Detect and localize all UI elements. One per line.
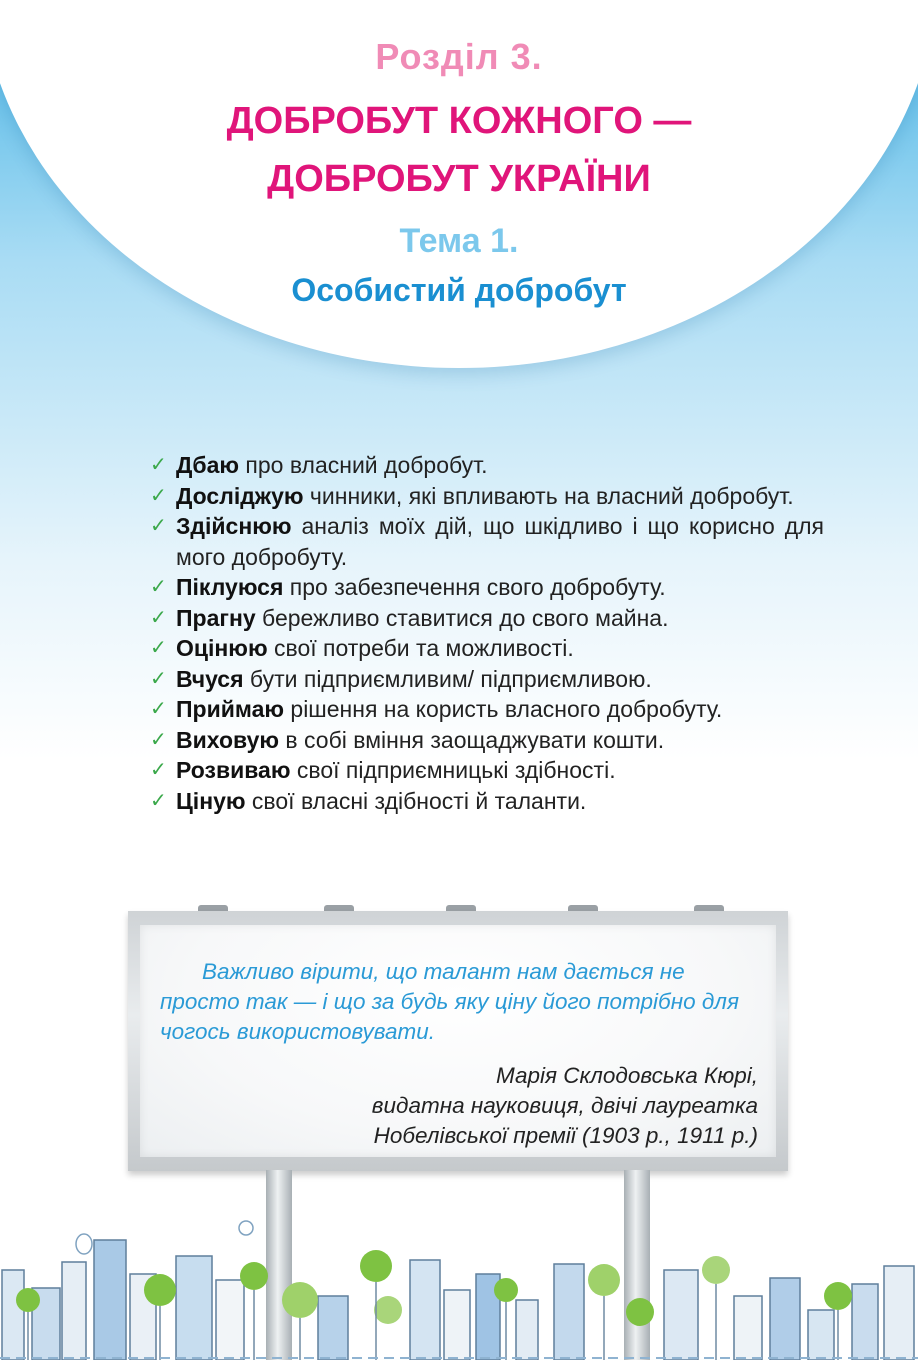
goal-text: про власний добробут. [239, 452, 488, 478]
checkmark-icon: ✓ [150, 454, 167, 476]
checkmark-icon: ✓ [150, 515, 167, 537]
goal-item [150, 725, 824, 756]
goal-verb: Здійснюю [176, 513, 292, 539]
goal-item [150, 450, 824, 481]
goal-verb: Прагну [176, 604, 256, 631]
goal-text: аналіз моїх дій, що шкідливо і що корисно для мого добробуту. [176, 513, 824, 570]
topic-label: Тема 1. [399, 222, 519, 260]
checkmark-icon: ✓ [150, 484, 167, 507]
goal-verb: Ціную [176, 787, 246, 814]
section-title-line1: ДОБРОБУТ КОЖНОГО — [226, 100, 692, 142]
goal-item [150, 572, 824, 603]
goal-item [150, 786, 824, 817]
goal-text: свої потреби та можливості. [267, 635, 574, 661]
section-title [0, 92, 918, 208]
topic-title: Особистий добробут [291, 272, 627, 308]
goal-item [150, 755, 824, 786]
checkmark-icon: ✓ [150, 576, 167, 598]
checkmark-icon: ✓ [150, 698, 167, 720]
goal-item [150, 694, 824, 725]
quote-billboard [128, 905, 788, 1170]
checkmark-icon: ✓ [150, 759, 167, 781]
goal-verb: Оцінюю [176, 635, 268, 661]
goal-verb: Піклуюся [176, 574, 284, 600]
city-skyline-illustration [0, 1200, 918, 1360]
checkmark-icon: ✓ [150, 667, 167, 690]
goal-verb: Вчуся [176, 665, 244, 692]
goal-item [150, 664, 824, 695]
goal-text: в собі вміння заощаджувати кошти. [279, 726, 665, 753]
goal-item [150, 511, 824, 572]
quote-text: Важливо вірити, що талант нам дається не просто так — і що за будь яку ціну його потрібно для чогось використовувати. [160, 959, 739, 1044]
section-label: Розділ 3. [375, 36, 543, 77]
goal-item [150, 603, 824, 634]
goal-text: рішення на користь власного добробуту. [284, 696, 723, 722]
quote-author-award: Нобелівської премії (1903 р., 1911 р.) [373, 1123, 758, 1148]
checkmark-icon: ✓ [150, 637, 167, 659]
learning-goals-list [150, 450, 824, 816]
goal-text: про забезпечення свого добробуту. [283, 574, 666, 600]
quote-attribution [198, 1061, 758, 1151]
goal-text: свої власні здібності й таланти. [245, 787, 587, 814]
goal-text: бережливо ставитися до свого майна. [255, 604, 669, 631]
goal-item [150, 481, 824, 512]
goal-text: чинники, які впливають на власний добробут. [303, 482, 794, 509]
goal-text: бути підприємливим/ підприємливою. [243, 665, 652, 692]
checkmark-icon: ✓ [150, 728, 167, 751]
goal-verb: Приймаю [176, 696, 285, 722]
section-title-line2: ДОБРОБУТ УКРАЇНИ [267, 158, 651, 200]
goal-verb: Досліджую [176, 482, 304, 509]
goal-verb: Виховую [176, 726, 280, 753]
quote-author-description: видатна науковиця, двічі лауреатка [371, 1093, 758, 1118]
quote-author-name: Марія Склодовська Кюрі, [496, 1063, 758, 1088]
goal-verb: Дбаю [176, 452, 240, 478]
checkmark-icon: ✓ [150, 789, 167, 812]
goal-text: свої підприємницькі здібності. [290, 757, 616, 783]
goal-verb: Розвиваю [176, 757, 291, 783]
goal-item [150, 633, 824, 664]
checkmark-icon: ✓ [150, 606, 167, 629]
